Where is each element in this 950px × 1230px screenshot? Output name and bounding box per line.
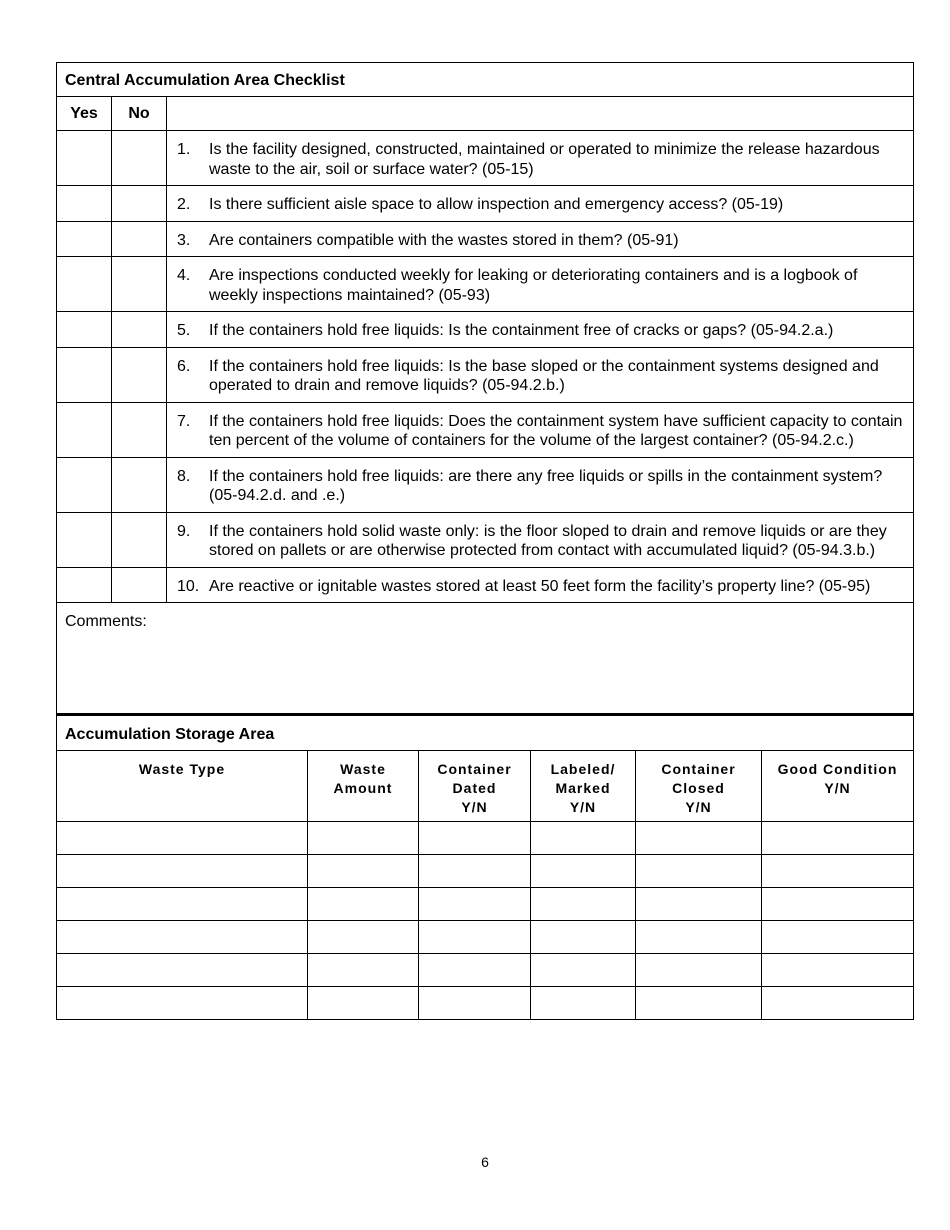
storage-row [57, 822, 914, 855]
storage-cell[interactable] [636, 822, 762, 855]
storage-cell[interactable] [762, 921, 914, 954]
storage-column-header: Labeled/ Marked Y/N [531, 751, 636, 822]
yes-checkbox[interactable] [57, 131, 112, 186]
question-number: 8. [177, 467, 191, 485]
storage-cell[interactable] [531, 954, 636, 987]
storage-cell[interactable] [636, 888, 762, 921]
storage-column-header: Waste Type [57, 751, 308, 822]
storage-cell[interactable] [57, 987, 308, 1020]
storage-cell[interactable] [531, 855, 636, 888]
checklist-row [57, 186, 914, 222]
question-number: 5. [177, 322, 191, 339]
no-checkbox[interactable] [112, 567, 167, 603]
question-cell [167, 312, 914, 348]
question-cell [167, 567, 914, 603]
checklist-row [57, 347, 914, 402]
storage-table [56, 716, 914, 1020]
yes-column-header: Yes [57, 97, 112, 131]
storage-cell[interactable] [57, 855, 308, 888]
storage-cell[interactable] [419, 888, 531, 921]
question-number: 1. [177, 141, 191, 158]
no-checkbox[interactable] [112, 221, 167, 257]
yes-checkbox[interactable] [57, 567, 112, 603]
no-checkbox[interactable] [112, 457, 167, 512]
storage-cell[interactable] [308, 822, 419, 855]
checklist-row [57, 257, 914, 312]
question-text: Is the facility designed, constructed, maintained or operated to minimize the release hazardous waste to the air, soil or surface water? (05-15) [209, 141, 880, 178]
yes-checkbox[interactable] [57, 457, 112, 512]
no-checkbox[interactable] [112, 257, 167, 312]
storage-cell[interactable] [308, 855, 419, 888]
storage-cell[interactable] [531, 822, 636, 855]
storage-cell[interactable] [419, 921, 531, 954]
no-checkbox[interactable] [112, 131, 167, 186]
question-text: If the containers hold free liquids: Is the containment free of cracks or gaps? (05-94.2.a.) [209, 322, 834, 339]
question-number: 4. [177, 267, 191, 284]
question-text: If the containers hold free liquids: Does the containment system have sufficient capacity to contain ten percent of the volume of containers for the volume of the largest container? (05-94.2.c.) [209, 412, 903, 449]
question-text: Are inspections conducted weekly for leaking or deteriorating containers and is a logbook of weekly inspections maintained? (05-93) [209, 267, 858, 304]
question-text: If the containers hold solid waste only: is the floor sloped to drain and remove liquids or are they stored on pallets or are otherwise protected from contact with accumulated liquid? (05-94.3.b.) [209, 522, 887, 559]
storage-cell[interactable] [419, 987, 531, 1020]
no-checkbox[interactable] [112, 347, 167, 402]
storage-cell[interactable] [636, 987, 762, 1020]
question-cell [167, 457, 914, 512]
storage-cell[interactable] [57, 888, 308, 921]
storage-cell[interactable] [636, 921, 762, 954]
question-column-header [167, 97, 914, 131]
checklist-row [57, 312, 914, 348]
storage-cell[interactable] [419, 954, 531, 987]
question-cell [167, 131, 914, 186]
question-text: If the containers hold free liquids: Is the base sloped or the containment systems designed and operated to drain and remove liquids? (05-94.2.b.) [209, 357, 879, 394]
question-number: 6. [177, 357, 191, 375]
question-number: 7. [177, 412, 191, 430]
storage-column-header: Container Dated Y/N [419, 751, 531, 822]
no-checkbox[interactable] [112, 512, 167, 567]
storage-cell[interactable] [308, 921, 419, 954]
storage-cell[interactable] [419, 855, 531, 888]
storage-cell[interactable] [308, 954, 419, 987]
storage-cell[interactable] [531, 921, 636, 954]
no-checkbox[interactable] [112, 186, 167, 222]
comments-label: Comments: [65, 613, 147, 630]
yes-checkbox[interactable] [57, 402, 112, 457]
storage-row [57, 987, 914, 1020]
storage-column-header: Container Closed Y/N [636, 751, 762, 822]
checklist-row [57, 457, 914, 512]
storage-row [57, 888, 914, 921]
question-cell [167, 257, 914, 312]
storage-row [57, 954, 914, 987]
storage-cell[interactable] [636, 954, 762, 987]
storage-cell[interactable] [762, 987, 914, 1020]
question-cell [167, 512, 914, 567]
checklist-row [57, 567, 914, 603]
checklist-row [57, 221, 914, 257]
storage-cell[interactable] [531, 888, 636, 921]
storage-title: Accumulation Storage Area [57, 716, 914, 751]
question-text: Is there sufficient aisle space to allow inspection and emergency access? (05-19) [209, 196, 784, 213]
no-checkbox[interactable] [112, 312, 167, 348]
yes-checkbox[interactable] [57, 512, 112, 567]
storage-cell[interactable] [636, 855, 762, 888]
storage-cell[interactable] [531, 987, 636, 1020]
question-cell [167, 221, 914, 257]
question-text: Are containers compatible with the wastes stored in them? (05-91) [209, 231, 679, 249]
question-cell [167, 347, 914, 402]
storage-cell[interactable] [762, 954, 914, 987]
question-number: 9. [177, 522, 191, 540]
storage-cell[interactable] [57, 954, 308, 987]
checklist-row [57, 131, 914, 186]
storage-cell[interactable] [762, 822, 914, 855]
storage-column-header: Good Condition Y/N [762, 751, 914, 822]
question-number: 3. [177, 231, 191, 249]
checklist-table [56, 62, 914, 716]
storage-row [57, 855, 914, 888]
storage-column-header: Waste Amount [308, 751, 419, 822]
no-checkbox[interactable] [112, 402, 167, 457]
storage-cell[interactable] [308, 987, 419, 1020]
storage-cell[interactable] [419, 822, 531, 855]
question-text: If the containers hold free liquids: are there any free liquids or spills in the containment system? (05-94.2.d. and .e.) [209, 467, 883, 504]
comments-field[interactable] [57, 603, 914, 715]
question-cell [167, 186, 914, 222]
question-number: 2. [177, 196, 191, 213]
yes-checkbox[interactable] [57, 221, 112, 257]
yes-checkbox[interactable] [57, 312, 112, 348]
yes-checkbox[interactable] [57, 257, 112, 312]
no-column-header: No [112, 97, 167, 131]
checklist-form [56, 62, 914, 1020]
question-number: 10. [177, 577, 200, 595]
storage-cell[interactable] [762, 888, 914, 921]
storage-cell[interactable] [308, 888, 419, 921]
checklist-row [57, 512, 914, 567]
yes-checkbox[interactable] [57, 347, 112, 402]
storage-cell[interactable] [762, 855, 914, 888]
storage-cell[interactable] [57, 822, 308, 855]
storage-cell[interactable] [57, 921, 308, 954]
storage-row [57, 921, 914, 954]
page-number: 6 [481, 1154, 489, 1170]
checklist-title: Central Accumulation Area Checklist [57, 63, 914, 97]
yes-checkbox[interactable] [57, 186, 112, 222]
question-text: Are reactive or ignitable wastes stored at least 50 feet form the facility’s property line? (05-95) [209, 577, 871, 595]
question-cell [167, 402, 914, 457]
checklist-row [57, 402, 914, 457]
